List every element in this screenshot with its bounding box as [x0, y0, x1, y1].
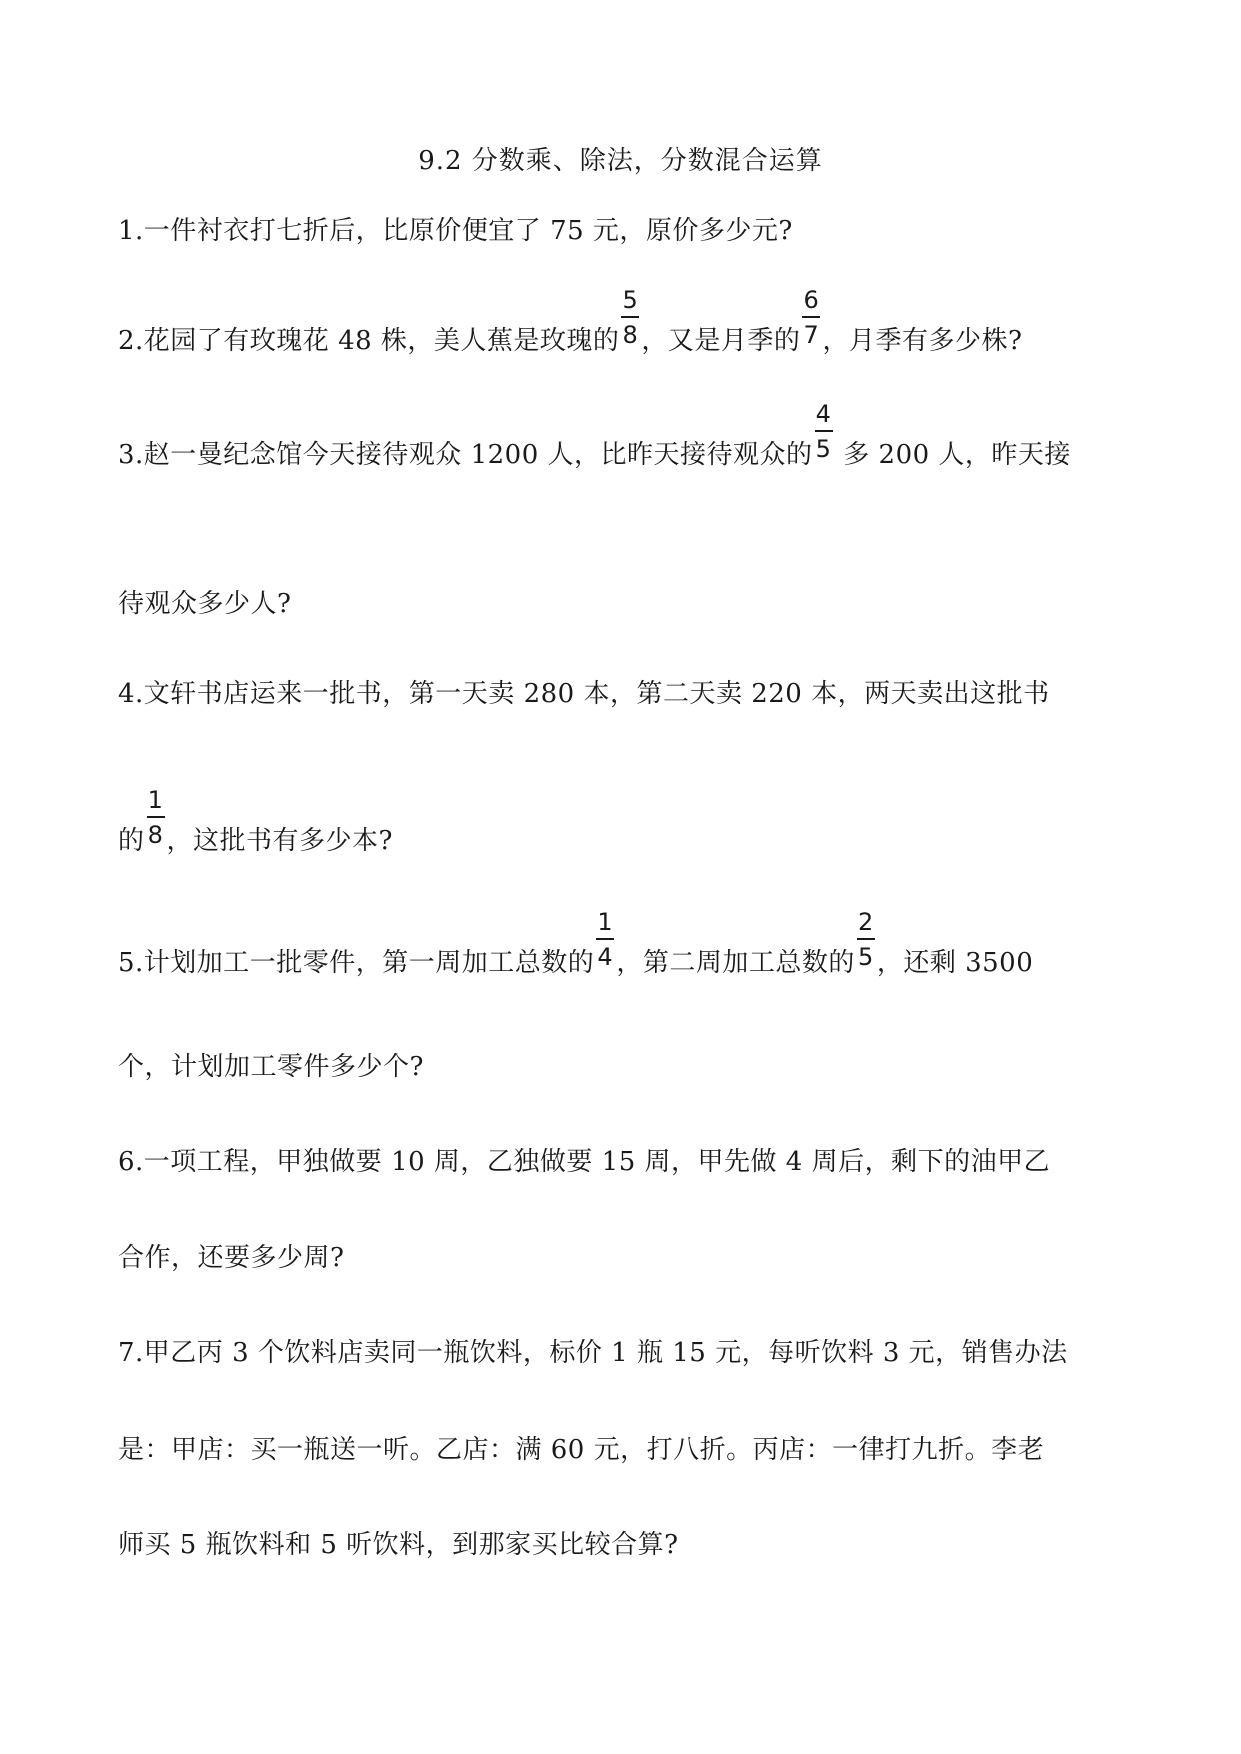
question-4-text-a: 的	[118, 826, 145, 856]
question-2	[118, 286, 1023, 359]
question-3	[118, 400, 1071, 473]
question-5-text-b: ，第二周加工总数的	[616, 948, 855, 978]
question-2-text-c: ，月季有多少株?	[822, 326, 1023, 356]
question-3-text-b: 多 200 人，昨天接	[834, 440, 1071, 470]
question-5-text-c: ，还剩 3500	[876, 948, 1034, 978]
question-5	[118, 908, 1034, 981]
question-4-line-2	[118, 786, 393, 859]
fraction-bar	[596, 938, 614, 940]
fraction-bar	[857, 938, 875, 940]
question-7-line-2: 是：甲店：买一瓶送一听。乙店：满 60 元，打八折。丙店：一律打九折。李老	[118, 1435, 1045, 1465]
question-2-text-a: 2.花园了有玫瑰花 48 株，美人蕉是玫瑰的	[118, 326, 620, 356]
fraction-numerator: 1	[597, 908, 614, 936]
fraction-denominator: 8	[147, 821, 164, 849]
fraction-denominator: 5	[815, 435, 832, 463]
fraction-denominator: 4	[597, 943, 614, 971]
question-4-line-1: 4.文轩书店运来一批书，第一天卖 280 本，第二天卖 220 本，两天卖出这批书	[118, 679, 1050, 709]
question-7-line-3: 师买 5 瓶饮料和 5 听饮料，到那家买比较合算?	[118, 1530, 679, 1560]
fraction-4-5	[813, 400, 835, 473]
fraction-6-7	[800, 286, 822, 359]
question-2-text-b: ，又是月季的	[641, 326, 801, 356]
question-7-line-1: 7.甲乙丙 3 个饮料店卖同一瓶饮料，标价 1 瓶 15 元，每听饮料 3 元，销售办法	[118, 1338, 1068, 1368]
question-5-line-2: 个，计划加工零件多少个?	[118, 1052, 424, 1082]
fraction-1-4	[594, 908, 616, 981]
question-6-line-2: 合作，还要多少周?	[118, 1243, 345, 1273]
fraction-2-5	[855, 908, 877, 981]
fraction-bar	[147, 816, 165, 818]
fraction-1-8	[145, 786, 167, 859]
fraction-numerator: 1	[147, 786, 164, 814]
question-3-text-a: 3.赵一曼纪念馆今天接待观众 1200 人，比昨天接待观众的	[118, 440, 813, 470]
fraction-denominator: 7	[803, 321, 820, 349]
fraction-denominator: 8	[622, 321, 639, 349]
page-title: 9.2 分数乘、除法，分数混合运算	[418, 146, 823, 176]
fraction-5-8	[619, 286, 641, 359]
fraction-numerator: 5	[622, 286, 639, 314]
fraction-bar	[802, 316, 820, 318]
question-6-line-1: 6.一项工程，甲独做要 10 周，乙独做要 15 周，甲先做 4 周后，剩下的油甲乙	[118, 1147, 1051, 1177]
fraction-numerator: 6	[803, 286, 820, 314]
question-1	[118, 213, 793, 249]
question-3-line-2: 待观众多少人?	[118, 589, 292, 619]
question-5-text-a: 5.计划加工一批零件，第一周加工总数的	[118, 948, 595, 978]
question-1-text: 1.一件衬衣打七折后，比原价便宜了 75 元，原价多少元?	[118, 216, 793, 246]
fraction-bar	[621, 316, 639, 318]
question-4-text-b: ，这批书有多少本?	[166, 826, 393, 856]
fraction-bar	[815, 430, 833, 432]
fraction-numerator: 4	[815, 400, 832, 428]
fraction-denominator: 5	[857, 943, 874, 971]
fraction-numerator: 2	[857, 908, 874, 936]
